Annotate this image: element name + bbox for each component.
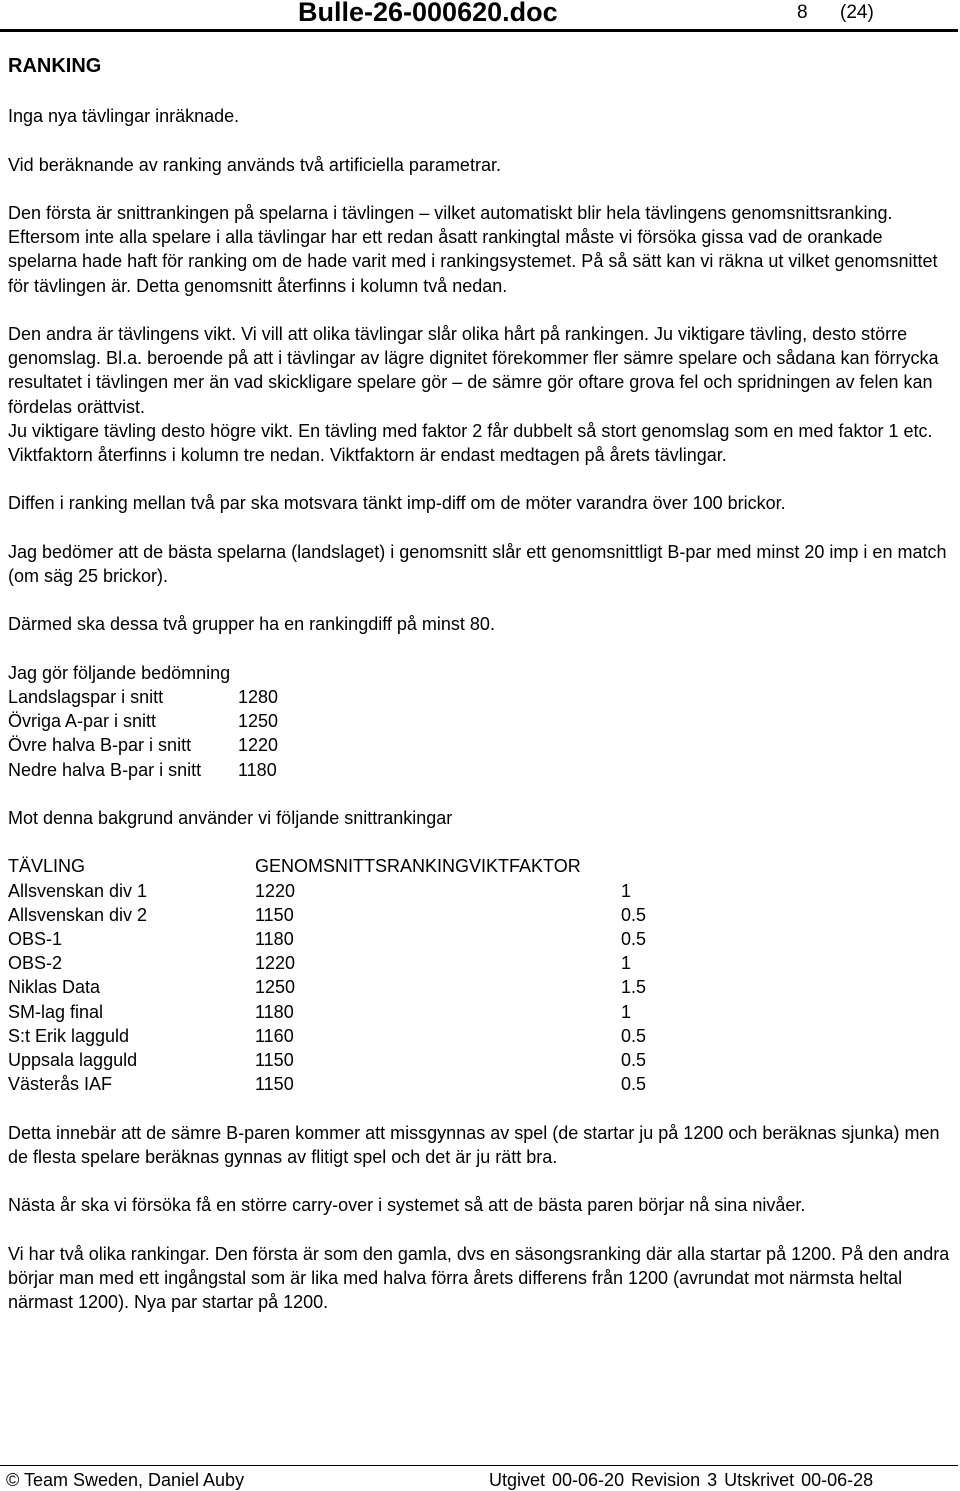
page-total: (24): [840, 2, 874, 23]
table-cell-competition: SM-lag final: [8, 1001, 104, 1022]
paragraph-no-new-competitions: Inga nya tävlingar inräknade.: [8, 106, 240, 127]
assessment-row: [8, 709, 956, 733]
table-cell-average: 1150: [255, 1049, 294, 1070]
paragraph-min-diff: Därmed ska dessa två grupper ha en rankingdiff på minst 80.: [8, 614, 495, 635]
footer-dates: Utgivet 00-06-20 Revision 3 Utskrivet 00-06-28: [489, 1470, 874, 1490]
table-cell-weight: 0.5: [621, 904, 647, 925]
table-cell-weight: 1: [621, 1001, 632, 1022]
table-cell-average: 1220: [255, 880, 296, 901]
paragraph-assessment-intro: Jag gör följande bedömning: [8, 662, 231, 683]
table-cell-average: 1150: [255, 904, 294, 925]
table-cell-weight: 0.5: [621, 1074, 647, 1095]
table-row: [8, 879, 956, 903]
paragraph-weight-factor: Ju viktigare tävling desto högre vikt. En tävling med faktor 2 får dubbelt så stort genomslag som en med faktor 1 etc. Viktfaktorn återfinns i kolumn tre nedan. Viktfaktorn är endast medtagen på årets tävlingar.: [8, 420, 933, 465]
table-header-row: [8, 854, 956, 878]
table-row: [8, 1072, 956, 1096]
paragraph-average-ranking: Den första är snittrankingen på spelarna i tävlingen – vilket automatiskt blir hela tävlingens genomsnittsranking. Eftersom inte alla spelare i alla tävlingar har ett redan åsatt rankingtal måste vi försöka gissa vad de orankade spelarna hade haft för ranking om de hade varit med i rankingsystemet. På så sätt kan vi räkna ut vilket genomsnittet för tävlingen är. Detta genomsnitt återfinns i kolumn två nedan.: [8, 202, 938, 296]
table-cell-weight: 0.5: [621, 928, 647, 949]
table-header-competition: TÄVLING: [8, 856, 86, 877]
paragraph-parameters: Vid beräknande av ranking används två artificiella parametrar.: [8, 154, 501, 175]
paragraph-table-intro: Mot denna bakgrund använder vi följande snittrankingar: [8, 807, 453, 828]
table-header-average: GENOMSNITTSRANKING: [255, 856, 470, 877]
page-footer: [0, 1465, 958, 1491]
footer-copyright: © Team Sweden, Daniel Auby: [6, 1470, 245, 1490]
table-cell-average: 1220: [255, 953, 296, 974]
table-header-weight: VIKTFAKTOR: [469, 856, 581, 877]
table-cell-competition: Allsvenskan div 1: [8, 880, 148, 901]
header-rule: [0, 29, 958, 32]
assessment-label: Landslagspar i snitt: [8, 686, 164, 707]
document-title: Bulle-26-000620.doc: [298, 0, 558, 27]
footer-rule: [0, 1465, 958, 1466]
paragraph-two-rankings: Vi har två olika rankingar. Den första är som den gamla, dvs en säsongsranking där alla startar på 1200. På den andra börjar man med ett ingångstal som är lika med halva förra årets differens från 1200 (avrundat mot närmsta heltal närmast 1200). Nya par startar på 1200.: [8, 1243, 950, 1312]
paragraph-weight: Den andra är tävlingens vikt. Vi vill att olika tävlingar slår olika hårt på rankingen. Ju viktigare tävling, desto större genomslag. Bl.a. beroende på att i tävlingar av lägre dignitet förekommer fler sämre spelare och sådana kan förrycka resultatet i tävlingen mer än vad skickligare spelare gör – de sämre gör oftare grova fel och spridningen av felen kan fördelas orättvist.: [8, 323, 939, 417]
table-row: [8, 1048, 956, 1072]
table-cell-weight: 1.5: [621, 977, 647, 998]
table-row: [8, 903, 956, 927]
table-row: [8, 951, 956, 975]
table-cell-competition: Allsvenskan div 2: [8, 904, 148, 925]
assessment-label: Övriga A-par i snitt: [8, 711, 157, 732]
paragraph-carry-over: Nästa år ska vi försöka få en större carry-over i systemet så att de bästa paren börjar nå sina nivåer.: [8, 1195, 806, 1216]
assessment-label: Övre halva B-par i snitt: [8, 735, 192, 756]
table-cell-competition: Uppsala lagguld: [8, 1049, 138, 1070]
assessment-row: [8, 733, 956, 757]
page-header: [0, 0, 960, 34]
table-cell-competition: Västerås IAF: [8, 1074, 113, 1095]
assessment-row: [8, 758, 956, 782]
page-number: 8: [797, 2, 808, 23]
table-cell-competition: S:t Erik lagguld: [8, 1025, 130, 1046]
section-heading: RANKING: [8, 55, 102, 77]
table-row: [8, 927, 956, 951]
table-cell-average: 1250: [255, 977, 296, 998]
table-cell-average: 1160: [255, 1025, 294, 1046]
paragraph-national-team: Jag bedömer att de bästa spelarna (landslaget) i genomsnitt slår ett genomsnittligt B-par med minst 20 imp i en match (om säg 25 brickor).: [8, 541, 947, 586]
table-row: [8, 1000, 956, 1024]
assessment-row: [8, 685, 956, 709]
assessment-value: 1180: [238, 759, 277, 780]
table-cell-weight: 1: [621, 953, 632, 974]
document-body: [8, 52, 956, 1314]
table-cell-average: 1150: [255, 1074, 294, 1095]
table-cell-average: 1180: [255, 1001, 294, 1022]
table-cell-competition: OBS-2: [8, 953, 63, 974]
table-cell-weight: 0.5: [621, 1049, 647, 1070]
table-cell-competition: OBS-1: [8, 928, 63, 949]
competition-table: [8, 854, 956, 1096]
table-cell-weight: 0.5: [621, 1025, 647, 1046]
paragraph-consequence: Detta innebär att de sämre B-paren kommer att missgynnas av spel (de startar ju på 1200 och beräknas sjunka) men de flesta spelare beräknas gynnas av flitigt spel och det är ju rätt bra.: [8, 1122, 940, 1167]
table-cell-average: 1180: [255, 928, 294, 949]
assessment-list: [8, 685, 956, 782]
table-row: [8, 975, 956, 999]
table-row: [8, 1024, 956, 1048]
paragraph-ranking-diff: Diffen i ranking mellan två par ska motsvara tänkt imp-diff om de möter varandra över 100 brickor.: [8, 493, 786, 514]
table-cell-competition: Niklas Data: [8, 977, 101, 998]
assessment-value: 1250: [238, 711, 279, 732]
assessment-value: 1280: [238, 686, 279, 707]
assessment-value: 1220: [238, 735, 279, 756]
assessment-label: Nedre halva B-par i snitt: [8, 759, 202, 780]
table-cell-weight: 1: [621, 880, 632, 901]
